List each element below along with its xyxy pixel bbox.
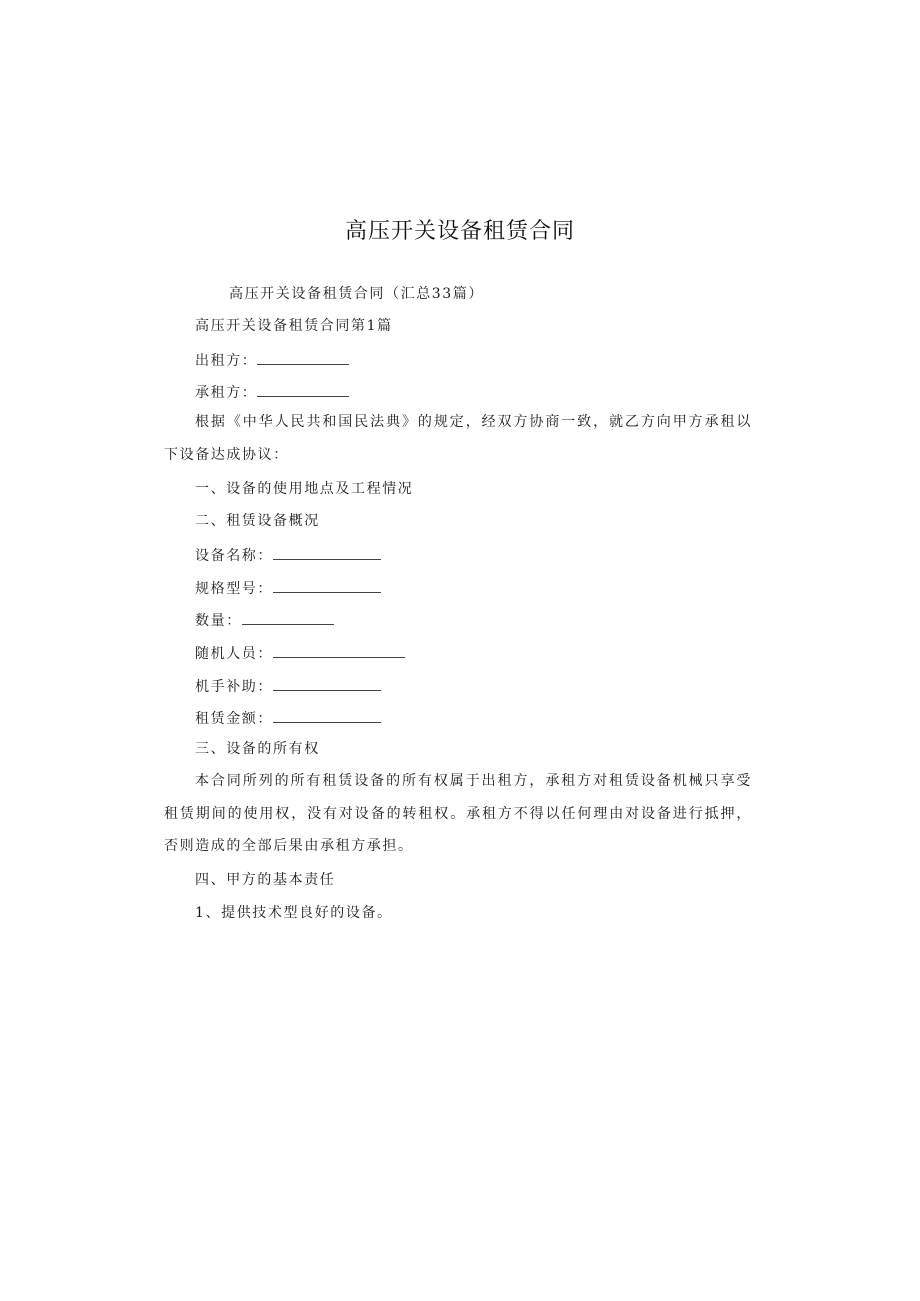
staff-blank [273,642,405,658]
document-title: 高压开关设备租赁合同 [344,219,575,244]
section-2-heading: 二、租赁设备概况 [195,513,320,529]
equipment-name-blank [273,544,381,560]
section-3-heading: 三、设备的所有权 [195,741,320,757]
lessor-row [195,349,349,371]
section-4-heading: 四、甲方的基本责任 [195,872,336,888]
quantity-label: 数量： [195,613,242,629]
amount-label: 租赁金额： [195,711,273,727]
lessee-label: 承租方： [195,385,258,401]
lessor-blank [257,349,349,365]
clause-item-1: 1、提供技术型良好的设备。 [195,905,393,921]
amount-blank [273,707,381,723]
part-heading: 高压开关设备租赁合同第1篇 [195,318,393,334]
lessee-blank [257,381,349,397]
subsidy-row [195,675,381,697]
section-1-heading: 一、设备的使用地点及工程情况 [195,481,414,497]
equipment-name-row [195,544,381,566]
quantity-blank [242,609,334,625]
subsidy-label: 机手补助： [195,679,273,695]
lessee-row [195,381,349,403]
intro-paragraph: 根据《中华人民共和国民法典》的规定，经双方协商一致，就乙方向甲方承租以下设备达成协议： [164,414,752,463]
model-label: 规格型号： [195,581,273,597]
staff-label: 随机人员： [195,646,273,662]
equipment-name-label: 设备名称： [195,548,273,564]
subsidy-blank [273,675,381,691]
staff-row [195,642,405,664]
quantity-row [195,609,334,631]
document-subtitle: 高压开关设备租赁合同（汇总33篇） [229,286,485,302]
amount-row [195,707,381,729]
model-blank [273,577,381,593]
model-row [195,577,381,599]
ownership-paragraph: 本合同所列的所有租赁设备的所有权属于出租方，承租方对租赁设备机械只享受租赁期间的使用权，没有对设备的转租权。承租方不得以任何理由对设备进行抵押，否则造成的全部后果由承租方承担。 [164,773,752,854]
lessor-label: 出租方： [195,353,258,369]
